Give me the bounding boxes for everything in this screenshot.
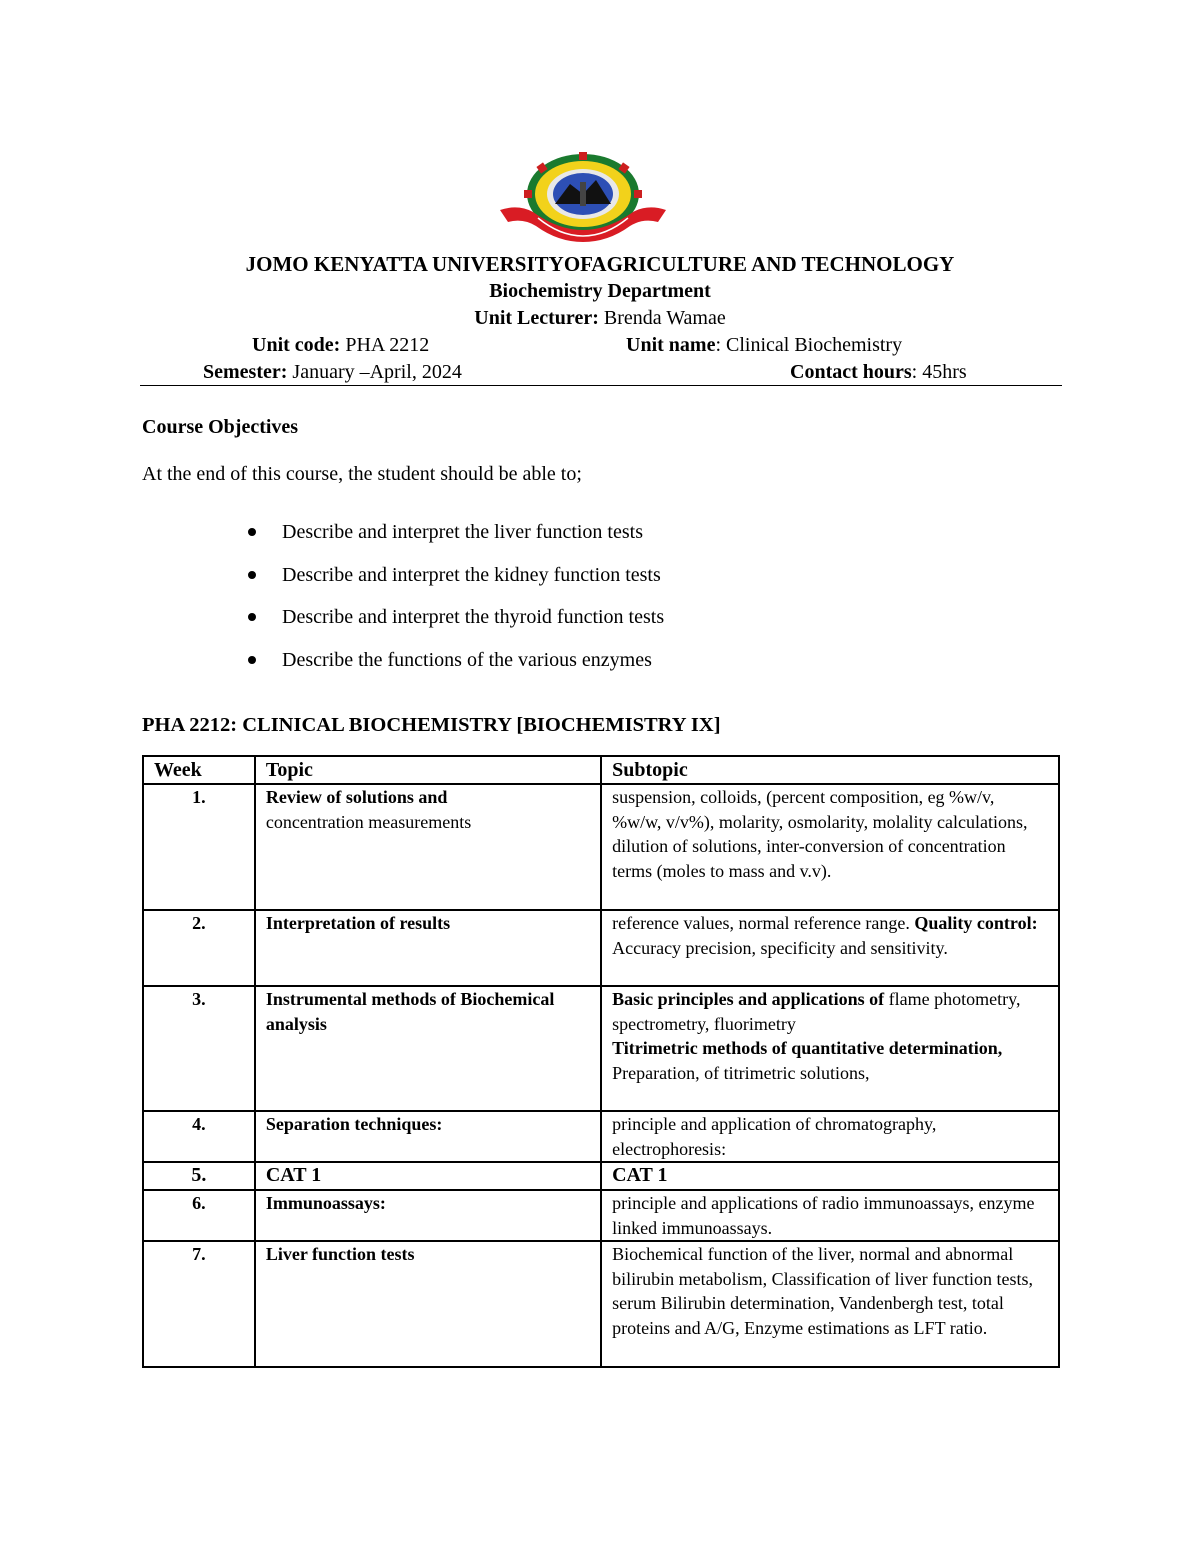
week-cell: 4. <box>143 1111 255 1162</box>
university-name: JOMO KENYATTA UNIVERSITYOFAGRICULTURE AND TECHNOLOGY <box>245 252 955 276</box>
subtopic-part: reference values, normal reference range. <box>612 913 915 933</box>
unit-name-label: Unit name <box>626 334 716 356</box>
topic-cell: Liver function tests <box>255 1241 601 1367</box>
topic-bold: Review of solutions and <box>265 787 448 807</box>
subtopic-part: flame photometry, spectrometry, fluorimetry <box>612 989 1021 1034</box>
topic-cell: Separation techniques: <box>255 1111 601 1162</box>
objective-item: Describe and interpret the thyroid function tests <box>244 604 664 647</box>
subtopic-cell: principle and application of chromatography, electrophoresis: <box>601 1111 1059 1162</box>
objectives-title: Course Objectives <box>142 416 299 438</box>
subtopic-bold: Quality control: <box>914 913 1038 933</box>
lecturer-label: Unit Lecturer: <box>474 307 599 329</box>
contact-hours <box>790 359 967 386</box>
schedule-title: PHA 2212: CLINICAL BIOCHEMISTRY [BIOCHEMISTRY IX] <box>142 714 721 736</box>
week-cell: 3. <box>143 986 255 1111</box>
department-name: Biochemistry Department <box>489 280 711 302</box>
topic-cell <box>255 784 601 910</box>
subtopic-cell: principle and applications of radio immunoassays, enzyme linked immunoassays. <box>601 1190 1059 1241</box>
subtopic-cell <box>601 986 1059 1111</box>
topic-cell: Interpretation of results <box>255 910 601 986</box>
table-row <box>143 784 1059 910</box>
table-row <box>143 1241 1059 1367</box>
subtopic-part: Accuracy precision, specificity and sensitivity. <box>612 937 948 958</box>
semester-value: January –April, 2024 <box>287 361 462 383</box>
objectives-intro: At the end of this course, the student should be able to; <box>142 463 582 485</box>
document-header <box>140 250 1060 386</box>
university-logo <box>498 150 668 250</box>
unit-code-label: Unit code: <box>252 334 341 356</box>
table-row <box>143 910 1059 986</box>
table-row <box>143 986 1059 1111</box>
topic-cell: CAT 1 <box>255 1162 601 1190</box>
week-cell: 2. <box>143 910 255 986</box>
subtopic-cell: CAT 1 <box>601 1162 1059 1190</box>
week-cell: 1. <box>143 784 255 910</box>
unit-row <box>140 332 1060 359</box>
subtopic-part: Preparation, of titrimetric solutions, <box>612 1062 870 1083</box>
week-cell: 6. <box>143 1190 255 1241</box>
column-header-week: Week <box>143 756 255 784</box>
unit-name <box>626 332 902 359</box>
contact-value: : 45hrs <box>911 361 967 383</box>
objective-item: Describe and interpret the liver function tests <box>244 519 664 562</box>
objectives-list <box>244 519 664 689</box>
lecturer-value: Brenda Wamae <box>598 307 726 329</box>
unit-code-value: PHA 2212 <box>340 334 430 356</box>
subtopic-cell: suspension, colloids, (percent composition, eg %w/v, %w/w, v/v%), molarity, osmolarity, molality calculations, dilution of solutions, inter-conversion of concentration terms (moles to mass and v.v). <box>601 784 1059 910</box>
subtopic-bold: Titrimetric methods of quantitative determination, <box>612 1038 1003 1058</box>
table-row <box>143 1162 1059 1190</box>
unit-name-value: : Clinical Biochemistry <box>715 334 903 356</box>
week-cell: 7. <box>143 1241 255 1367</box>
objective-item: Describe and interpret the kidney function tests <box>244 562 664 605</box>
column-header-subtopic: Subtopic <box>601 756 1059 784</box>
table-row <box>143 1111 1059 1162</box>
table-row <box>143 1190 1059 1241</box>
contact-label: Contact hours <box>790 361 912 383</box>
topic-cell: Instrumental methods of Biochemical analysis <box>255 986 601 1111</box>
topic-cell: Immunoassays: <box>255 1190 601 1241</box>
week-cell: 5. <box>143 1162 255 1190</box>
subtopic-cell: Biochemical function of the liver, normal and abnormal bilirubin metabolism, Classification of liver function tests, serum Bilirubin determination, Vandenbergh test, total proteins and A/G, Enzyme estimations as LFT ratio. <box>601 1241 1059 1367</box>
semester <box>203 359 462 386</box>
topic-normal: concentration measurements <box>265 811 472 832</box>
semester-label: Semester: <box>203 361 288 383</box>
unit-code <box>252 332 429 359</box>
subtopic-cell <box>601 910 1059 986</box>
objective-item: Describe the functions of the various enzymes <box>244 647 664 690</box>
subtopic-bold: Basic principles and applications of <box>612 989 885 1009</box>
column-header-topic: Topic <box>255 756 601 784</box>
unit-lecturer <box>140 305 1060 332</box>
table-header-row <box>143 756 1059 784</box>
semester-row <box>140 359 1060 386</box>
header-divider <box>140 385 1062 386</box>
schedule-table <box>142 755 1060 1368</box>
